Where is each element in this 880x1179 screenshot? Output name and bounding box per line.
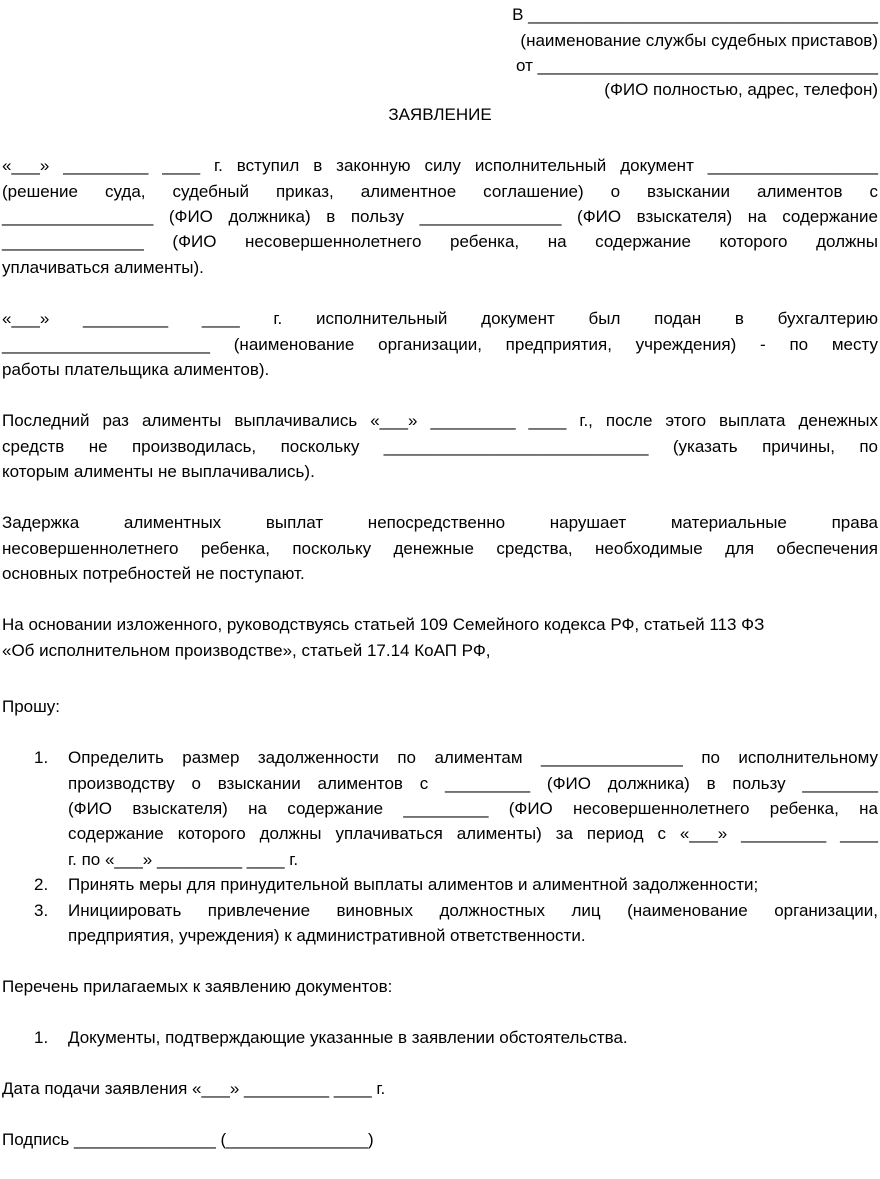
paragraph-1-line: _______________ (ФИО несовершеннолетнего ребенка, на содержание которого должны [2, 232, 878, 251]
sender-caption: (ФИО полностью, адрес, телефон) [604, 80, 878, 99]
request-item-line: Принять меры для принудительной выплаты алиментов и алиментной задолженности; [68, 875, 759, 894]
request-item-line: (ФИО взыскателя) на содержание _________ (ФИО несовершеннолетнего ребенка, на [68, 799, 878, 818]
paragraph-2-line: ______________________ (наименование организации, предприятия, учреждения) - по месту [2, 335, 878, 354]
paragraph-3-line: средств не производилась, поскольку ____________________________ (указать причины, по [2, 437, 878, 456]
request-number: 1. [34, 748, 49, 767]
addressee-line: В _____________________________________ [512, 5, 878, 24]
attachment-number: 1. [34, 1028, 49, 1047]
paragraph-1-line: (решение суда, судебный приказ, алиментное соглашение) о взыскании алиментов с [2, 182, 878, 201]
request-item-line: Определить размер задолженности по алиментам _______________ по исполнительному [68, 748, 878, 767]
request-label: Прошу: [2, 697, 60, 716]
paragraph-4-line: основных потребностей не поступают. [2, 564, 305, 583]
request-item-line: производству о взыскании алиментов с _________ (ФИО должника) в пользу ________ [68, 774, 878, 793]
paragraph-5-line: «Об исполнительном производстве», статьей 17.14 КоАП РФ, [2, 641, 491, 660]
attachments-label: Перечень прилагаемых к заявлению документов: [2, 977, 393, 996]
sender-line: от ____________________________________ [516, 56, 878, 75]
paragraph-1-line: уплачиваться алименты). [2, 258, 204, 277]
request-number: 3. [34, 901, 49, 920]
paragraph-3-line: Последний раз алименты выплачивались «___» _________ ____ г., после этого выплата денежных [2, 411, 878, 430]
request-number: 2. [34, 875, 49, 894]
paragraph-4-line: Задержка алиментных выплат непосредственно нарушает материальные права [2, 513, 878, 532]
request-item-line: предприятия, учреждения) к административной ответственности. [68, 926, 586, 945]
request-item-line: Инициировать привлечение виновных должностных лиц (наименование организации, [68, 901, 878, 920]
request-item-line: содержание которого должны уплачиваться алименты) за период с «___» _________ ____ [68, 824, 878, 843]
paragraph-3-line: которым алименты не выплачивались). [2, 462, 315, 481]
submission-date-line: Дата подачи заявления «___» _________ ____ г. [2, 1079, 386, 1098]
paragraph-4-line: несовершеннолетнего ребенка, поскольку денежные средства, необходимые для обеспечения [2, 539, 878, 558]
addressee-caption: (наименование службы судебных приставов) [520, 31, 878, 50]
attachment-item: Документы, подтверждающие указанные в заявлении обстоятельства. [68, 1028, 628, 1047]
document-title: ЗАЯВЛЕНИЕ [388, 105, 492, 124]
paragraph-2-line: «___» _________ ____ г. исполнительный документ был подан в бухгалтерию [2, 309, 878, 328]
paragraph-2-line: работы плательщика алиментов). [2, 360, 270, 379]
paragraph-1-line: «___» _________ ____ г. вступил в законную силу исполнительный документ __________________ [2, 156, 878, 175]
signature-line: Подпись _______________ (_______________) [2, 1130, 374, 1149]
paragraph-1-line: ________________ (ФИО должника) в пользу _______________ (ФИО взыскателя) на содержание [2, 207, 878, 226]
paragraph-5-line: На основании изложенного, руководствуясь статьей 109 Семейного кодекса РФ, статьей 113 ФЗ [2, 615, 765, 634]
request-item-line: г. по «___» _________ ____ г. [68, 850, 299, 869]
